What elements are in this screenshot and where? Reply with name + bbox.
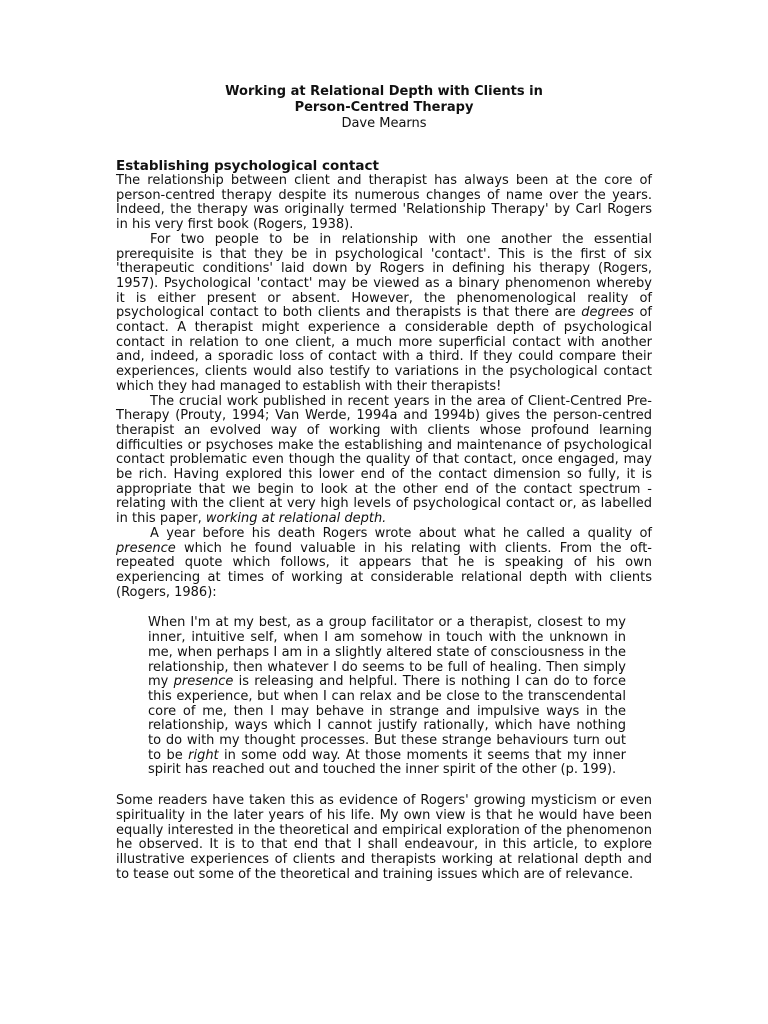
paragraph-4-emphasis: presence <box>116 540 176 556</box>
paragraph-1: The relationship between client and therapist has always been at the core of person-centred therapy despite its numerous changes of name over the years. Indeed, the therapy was originally termed 'Relationship Therapy' by Carl Rogers in his very first book (Rogers, 1938). <box>116 173 652 233</box>
document-title-line-2: Person-Centred Therapy <box>294 100 474 115</box>
paragraph-3-emphasis: working at relational depth. <box>205 511 387 527</box>
document-title-line-1: Working at Relational Depth with Clients in <box>225 84 543 99</box>
paragraph-2-text-b: of contact. A therapist might experience a considerable depth of psychological contact in relation to one client, a much more superficial contact with another and, indeed, a sporadic loss of contact with a third. If they could compare their experiences, clients would also testify to variations in the psychological contact which they had managed to establish with their therapists! <box>116 305 652 394</box>
paragraph-3-text-a: The crucial work published in recent years in the area of Client-Centred Pre-Therapy (Prouty, 1994; Van Werde, 1994a and 1994b) gives the person-centred therapist an evolved way of working with clients whose profound learning difficulties or psychoses make the establishing and maintenance of psychological contact problematic even though the quality of that contact, once engaged, may be rich. Having explored this lower end of the contact dimension so fully, it is appropriate that we begin to look at the other end of the contact spectrum - relating with the client at very high levels of psychological contact or, as labelled in this paper, <box>116 393 652 527</box>
quote-paragraph <box>148 616 626 778</box>
paragraph-2-text-a: For two people to be in relationship with one another the essential prerequisite is that they be in psychological 'contact'. This is the first of six 'therapeutic conditions' laid down by Rogers in defining his therapy (Rogers, 1957). Psychological 'contact' may be viewed as a binary phenomenon whereby it is either present or absent. However, the phenomenological reality of psychological contact to both clients and therapists is that there are <box>116 231 652 321</box>
quote-text-c: in some odd way. At those moments it seems that my inner spirit has reached out and touched the inner spirit of the other (p. 199). <box>148 747 627 778</box>
section-heading: Establishing psychological contact <box>116 158 379 174</box>
paragraph-2-emphasis: degrees <box>581 305 634 321</box>
quote-text-b: is releasing and helpful. There is nothing I can do to force this experience, but when I can relax and be close to the transcendental core of me, then I may behave in strange and impulsive ways in the relationship, ways which I cannot justify rationally, which have nothing to do with my thought processes. But these strange behaviours turn out to be <box>148 674 626 763</box>
document-page <box>116 84 652 882</box>
rogers-quote <box>116 616 626 778</box>
paragraph-4 <box>116 527 652 601</box>
quote-emphasis-presence: presence <box>173 674 234 690</box>
quote-emphasis-right: right <box>188 747 219 763</box>
title-block <box>116 84 652 131</box>
paragraph-4-text-a: A year before his death Rogers wrote about what he called a quality of <box>150 525 652 541</box>
paragraph-4-text-b: which he found valuable in his relating with clients. From the oft-repeated quote which follows, it appears that he is speaking of his own experiencing at times of working at considerable relational depth with clients (Rogers, 1986): <box>116 540 652 600</box>
paragraph-5: Some readers have taken this as evidence of Rogers' growing mysticism or even spirituality in the later years of his life. My own view is that he would have been equally interested in the theoretical and empirical exploration of the phenomenon he observed. It is to that end that I shall endeavour, in this article, to explore illustrative experiences of clients and therapists working at relational depth and to tease out some of the theoretical and training issues which are of relevance. <box>116 793 652 882</box>
quote-text-a: When I'm at my best, as a group facilitator or a therapist, closest to my inner, intuitive self, when I am somehow in touch with the unknown in me, when perhaps I am in a slightly altered state of consciousness in the relationship, then whatever I do seems to be full of healing. Then simply my <box>148 615 626 690</box>
document-author: Dave Mearns <box>341 116 427 131</box>
paragraph-2 <box>116 233 652 395</box>
paragraph-3 <box>116 395 652 527</box>
